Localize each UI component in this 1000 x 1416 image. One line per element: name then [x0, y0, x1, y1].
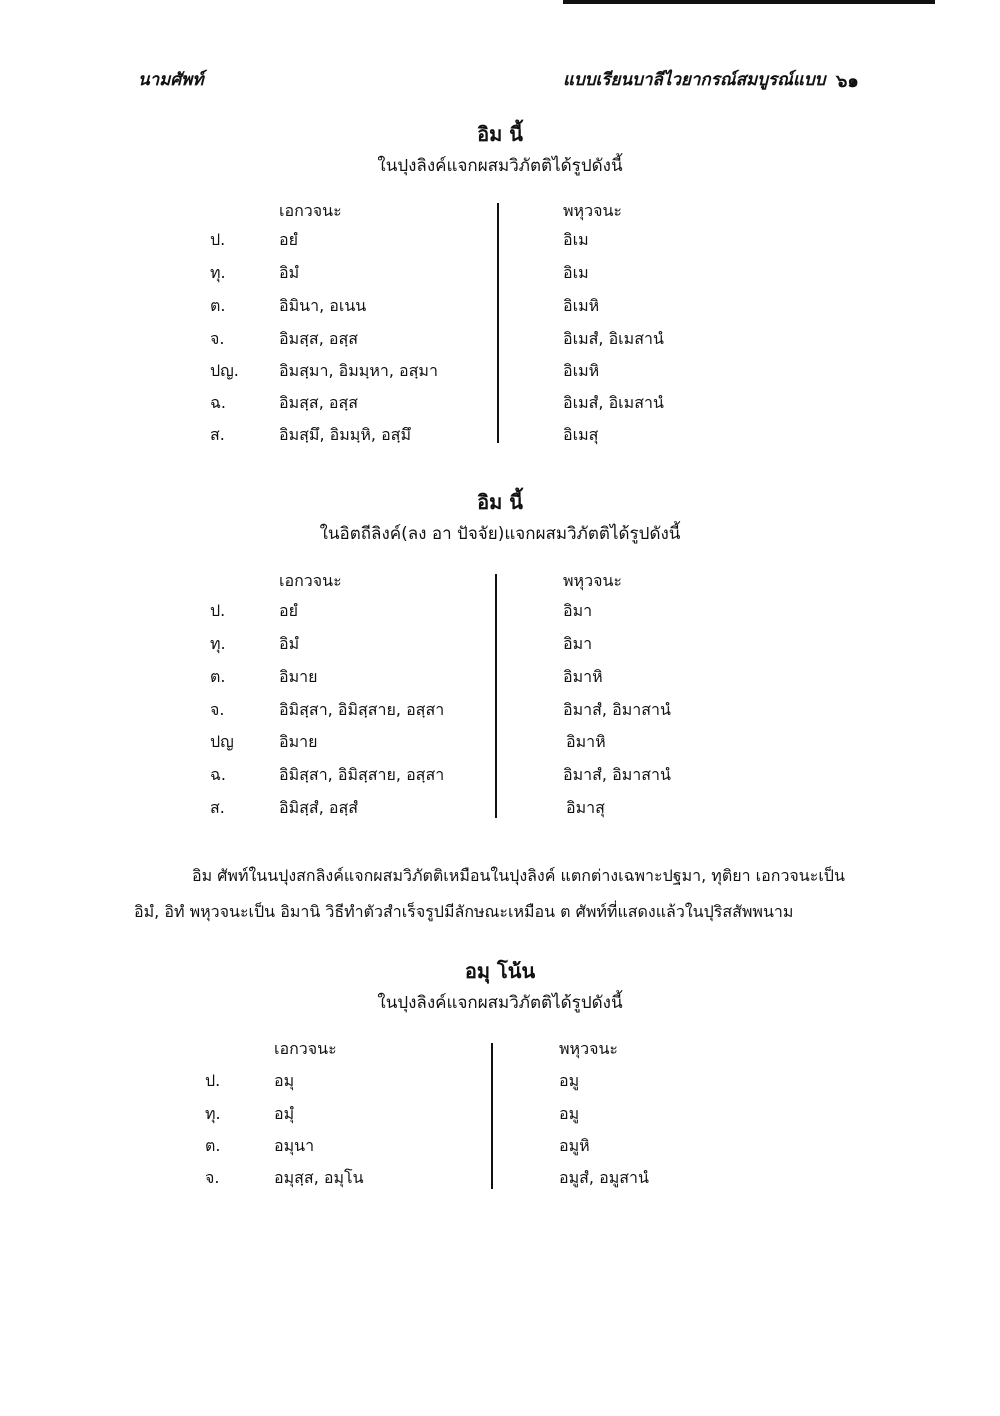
section-subtitle: ในอิตถีลิงค์(ลง อา ปัจจัย)แจกผสมวิภัตติได้รูปดังนี้ [319, 524, 681, 544]
case-label: จ. [210, 700, 225, 719]
singular-form: อิมํ [279, 634, 300, 653]
table-row [0, 695, 1000, 725]
explanatory-paragraph [134, 858, 854, 930]
case-label: ป. [210, 230, 226, 249]
plural-form: อิมาหิ [563, 667, 603, 686]
plural-form: อมูสํ, อมูสานํ [559, 1168, 649, 1187]
singular-form: อิมสฺส, อสฺส [279, 329, 358, 348]
table-row [0, 1131, 1000, 1161]
section-subtitle: ในปุงลิงค์แจกผสมวิภัตติได้รูปดังนี้ [377, 156, 623, 176]
plural-form: อิมา [563, 601, 593, 620]
running-header-right: แบบเรียนบาลีไวยากรณ์สมบูรณ์แบบ [563, 70, 826, 90]
table-row [0, 356, 1000, 386]
singular-form: อมุสฺส, อมุโน [274, 1168, 364, 1187]
singular-form: อิมํ [279, 263, 300, 282]
plural-form: อิมาสุ [566, 798, 605, 817]
plural-form: อิมาหิ [566, 732, 606, 751]
table-row [0, 388, 1000, 418]
table-header-row [0, 1034, 1000, 1064]
singular-form: อิมาย [279, 667, 318, 686]
singular-form: อิมิสฺสา, อิมิสฺสาย, อสฺสา [279, 700, 445, 719]
table-row [0, 727, 1000, 757]
case-label: ส. [210, 798, 225, 817]
singular-form: อิมาย [279, 732, 318, 751]
section-title: อิม นี้ [477, 122, 523, 146]
table-row [0, 291, 1000, 321]
case-label: ต. [210, 667, 226, 686]
table-header-row [0, 196, 1000, 226]
plural-form: อิเมหิ [563, 296, 600, 315]
plural-form: อิมา [563, 634, 593, 653]
singular-form: อมุ [274, 1071, 295, 1090]
case-label: ป. [205, 1071, 221, 1090]
section-title: อิม นี้ [477, 490, 523, 514]
singular-form: อิมินา, อเนน [279, 296, 367, 315]
case-label: ทุ. [210, 263, 226, 282]
singular-form: อิมสฺมา, อิมมฺหา, อสฺมา [279, 361, 438, 380]
case-label: ฉ. [210, 765, 226, 784]
table-row [0, 225, 1000, 255]
singular-form: อิมสฺส, อสฺส [279, 393, 358, 412]
table-row [0, 258, 1000, 288]
section-subtitle: ในปุงลิงค์แจกผสมวิภัตติได้รูปดังนี้ [377, 993, 623, 1013]
case-label: จ. [210, 329, 225, 348]
singular-form: อิมสฺมึ, อิมมฺหิ, อสฺมึ [279, 425, 411, 444]
table-header-row [0, 566, 1000, 596]
case-label: ต. [205, 1136, 221, 1155]
table-row [0, 1163, 1000, 1193]
case-label: ฉ. [210, 393, 226, 412]
top-edge-rule [563, 0, 935, 4]
table-row [0, 662, 1000, 692]
singular-form: อมุนา [274, 1136, 315, 1155]
case-label: ทุ. [210, 634, 226, 653]
case-label: ต. [210, 296, 226, 315]
singular-header: เอกวจนะ [279, 201, 342, 220]
table-row [0, 760, 1000, 790]
plural-form: อมู [559, 1071, 580, 1090]
singular-header: เอกวจนะ [279, 571, 342, 590]
plural-header: พหุวจนะ [559, 1039, 618, 1058]
plural-header: พหุวจนะ [563, 571, 622, 590]
paragraph-line: อิมํ, อิทํ พหุวจนะเป็น อิมานิ วิธีทำตัวสำเร็จรูปมีลักษณะเหมือน ต ศัพท์ที่แสดงแล้วในปุริสสัพพนาม [134, 902, 794, 921]
plural-form: อมู [559, 1104, 580, 1123]
table-row [0, 793, 1000, 823]
plural-form: อิเม [563, 263, 589, 282]
singular-form: อยํ [279, 601, 298, 620]
case-label: ปญ [210, 732, 234, 751]
table-row [0, 629, 1000, 659]
plural-header: พหุวจนะ [563, 201, 622, 220]
singular-form: อยํ [279, 230, 298, 249]
table-row [0, 596, 1000, 626]
table-row [0, 1066, 1000, 1096]
case-label: ทุ. [205, 1104, 221, 1123]
plural-form: อิเมหิ [563, 361, 600, 380]
case-label: ส. [210, 425, 225, 444]
plural-form: อิเมสํ, อิเมสานํ [563, 393, 664, 412]
running-header-left: นามศัพท์ [138, 70, 204, 90]
plural-form: อิมาสํ, อิมาสานํ [563, 700, 671, 719]
page-number: ๖๑ [836, 71, 859, 92]
case-label: ปญ. [210, 361, 239, 380]
table-row [0, 324, 1000, 354]
plural-form: อิมาสํ, อิมาสานํ [563, 765, 671, 784]
singular-form: อมุํ [274, 1104, 295, 1123]
section-title: อมุ โน้น [464, 959, 536, 983]
plural-form: อิเมสุ [563, 425, 599, 444]
case-label: จ. [205, 1168, 220, 1187]
table-row [0, 1099, 1000, 1129]
table-row [0, 420, 1000, 450]
plural-form: อิเมสํ, อิเมสานํ [563, 329, 664, 348]
paragraph-line: อิม ศัพท์ในนปุงสกลิงค์แจกผสมวิภัตติเหมือนในปุงลิงค์ แตกต่างเฉพาะปฐมา, ทุติยา เอกวจนะเป็น [192, 866, 845, 885]
plural-form: อมูหิ [559, 1136, 590, 1155]
case-label: ป. [210, 601, 226, 620]
singular-form: อิมิสฺสา, อิมิสฺสาย, อสฺสา [279, 765, 445, 784]
singular-header: เอกวจนะ [274, 1039, 337, 1058]
plural-form: อิเม [563, 230, 589, 249]
singular-form: อิมิสฺสํ, อสฺสํ [279, 798, 358, 817]
